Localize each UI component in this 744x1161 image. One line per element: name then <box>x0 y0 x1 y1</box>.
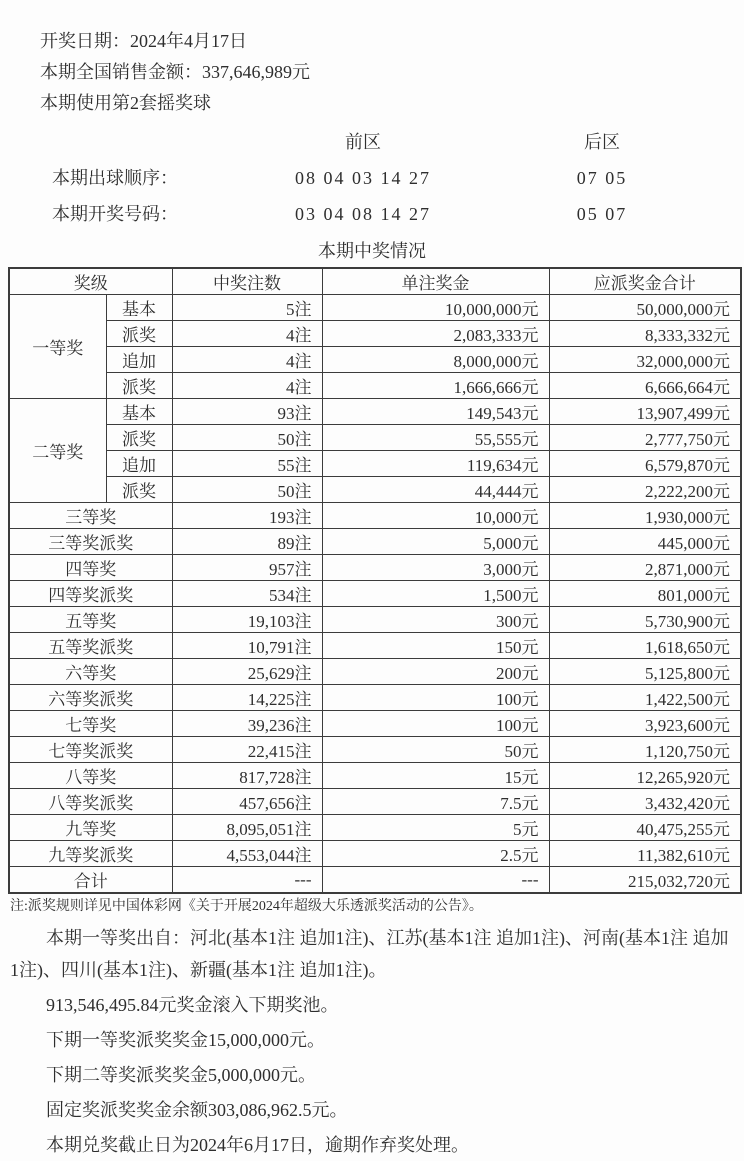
single-prize-cell: 2,083,333元 <box>322 321 549 347</box>
single-prize-cell: 5,000元 <box>322 529 549 555</box>
single-prize-cell: 149,543元 <box>322 399 549 425</box>
count-cell: 457,656注 <box>172 789 322 815</box>
fifth-prize-row <box>9 607 741 633</box>
sixth-prize-bonus-row <box>9 685 741 711</box>
count-cell: 4注 <box>172 373 322 399</box>
single-prize-cell: 8,000,000元 <box>322 347 549 373</box>
count-cell: 14,225注 <box>172 685 322 711</box>
single-prize-cell: 100元 <box>322 711 549 737</box>
single-prize-cell: 50元 <box>322 737 549 763</box>
level-cell: 三等奖派奖 <box>9 529 172 555</box>
total-prize-cell: 3,923,600元 <box>549 711 741 737</box>
single-prize-cell: 10,000元 <box>322 503 549 529</box>
first-prize-addon-bonus-row <box>9 373 741 399</box>
winning-numbers-row <box>0 202 744 226</box>
count-cell: 5注 <box>172 295 322 321</box>
single-prize-cell: 55,555元 <box>322 425 549 451</box>
next-first-prize-bonus-text: 下期一等奖派奖奖金15,000,000元。 <box>46 1030 325 1050</box>
draw-order-front-numbers: 08 04 03 14 27 <box>295 168 431 188</box>
bonus-rule-note: 注:派奖规则详见中国体彩网《关于开展2024年超级大乐透派奖活动的公告》。 <box>10 899 483 914</box>
single-prize-cell: 5元 <box>322 815 549 841</box>
total-prize-cell: 215,032,720元 <box>549 867 741 894</box>
count-cell: --- <box>172 867 322 894</box>
draw-order-back-numbers: 07 05 <box>576 168 628 188</box>
draw-info-block <box>40 26 744 119</box>
subtype-cell: 基本 <box>106 295 172 321</box>
rollover-jackpot-text: 913,546,495.84元奖金滚入下期奖池。 <box>46 995 339 1015</box>
third-prize-bonus-row <box>9 529 741 555</box>
level-cell: 六等奖 <box>9 659 172 685</box>
single-prize-cell: 100元 <box>322 685 549 711</box>
lottery-announcement-page <box>0 26 744 1155</box>
count-cell: 8,095,051注 <box>172 815 322 841</box>
count-cell: 89注 <box>172 529 322 555</box>
total-prize-cell: 11,382,610元 <box>549 841 741 867</box>
single-prize-cell: 1,500元 <box>322 581 549 607</box>
count-cell: 957注 <box>172 555 322 581</box>
draw-order-label: 本期出球顺序： <box>52 168 178 188</box>
seventh-prize-row <box>9 711 741 737</box>
total-prize-cell: 445,000元 <box>549 529 741 555</box>
total-prize-cell: 6,666,664元 <box>549 373 741 399</box>
total-prize-cell: 2,222,200元 <box>549 477 741 503</box>
subtype-cell: 派奖 <box>106 321 172 347</box>
fourth-prize-row <box>9 555 741 581</box>
winning-numbers-label: 本期开奖号码： <box>52 204 178 224</box>
total-prize-cell: 40,475,255元 <box>549 815 741 841</box>
level-cell: 七等奖 <box>9 711 172 737</box>
level-cell: 五等奖 <box>9 607 172 633</box>
sales-amount-text: 本期全国销售金额：337,646,989元 <box>40 62 310 82</box>
single-prize-cell: 15元 <box>322 763 549 789</box>
count-cell: 22,415注 <box>172 737 322 763</box>
count-cell: 25,629注 <box>172 659 322 685</box>
count-cell: 817,728注 <box>172 763 322 789</box>
winning-back-numbers: 05 07 <box>576 204 628 224</box>
total-prize-cell: 5,125,800元 <box>549 659 741 685</box>
level-cell: 三等奖 <box>9 503 172 529</box>
third-prize-row <box>9 503 741 529</box>
subtype-cell: 派奖 <box>106 425 172 451</box>
count-cell: 50注 <box>172 425 322 451</box>
total-prize-cell: 1,120,750元 <box>549 737 741 763</box>
subtype-cell: 追加 <box>106 347 172 373</box>
eighth-prize-bonus-row <box>9 789 741 815</box>
level-cell: 八等奖派奖 <box>9 789 172 815</box>
first-prize-provinces-text: 本期一等奖出自：河北(基本1注 追加1注)、江苏(基本1注 追加1注)、河南(基本1注 追加1注)、四川(基本1注)、新疆(基本1注 追加1注)。 <box>10 928 729 980</box>
first-prize-addon-row <box>9 347 741 373</box>
second-prize-bonus-row <box>9 425 741 451</box>
col-header-total-prize: 应派奖金合计 <box>549 268 741 295</box>
draw-date-text: 开奖日期：2024年4月17日 <box>40 31 247 51</box>
prize-table-header-row <box>9 268 741 295</box>
level-cell: 四等奖派奖 <box>9 581 172 607</box>
count-cell: 19,103注 <box>172 607 322 633</box>
count-cell: 4,553,044注 <box>172 841 322 867</box>
next-second-prize-bonus-text: 下期二等奖派奖奖金5,000,000元。 <box>46 1065 316 1085</box>
subtype-cell: 基本 <box>106 399 172 425</box>
total-prize-cell: 6,579,870元 <box>549 451 741 477</box>
single-prize-cell: 3,000元 <box>322 555 549 581</box>
count-cell: 534注 <box>172 581 322 607</box>
total-row <box>9 867 741 894</box>
single-prize-cell: 44,444元 <box>322 477 549 503</box>
prize-table-title: 本期中奖情况 <box>318 241 426 261</box>
single-prize-cell: 150元 <box>322 633 549 659</box>
single-prize-cell: 1,666,666元 <box>322 373 549 399</box>
second-prize-addon-row <box>9 451 741 477</box>
ninth-prize-bonus-row <box>9 841 741 867</box>
level-cell: 八等奖 <box>9 763 172 789</box>
total-prize-cell: 2,871,000元 <box>549 555 741 581</box>
total-prize-cell: 50,000,000元 <box>549 295 741 321</box>
total-prize-cell: 3,432,420元 <box>549 789 741 815</box>
footer-paragraphs <box>10 922 736 1161</box>
level-cell: 合计 <box>9 867 172 894</box>
subtype-cell: 派奖 <box>106 373 172 399</box>
single-prize-cell: 2.5元 <box>322 841 549 867</box>
count-cell: 39,236注 <box>172 711 322 737</box>
prize-table <box>8 267 742 894</box>
back-zone-label: 后区 <box>584 132 620 152</box>
level-cell: 九等奖 <box>9 815 172 841</box>
col-header-single-prize: 单注奖金 <box>322 268 549 295</box>
seventh-prize-bonus-row <box>9 737 741 763</box>
col-header-count: 中奖注数 <box>172 268 322 295</box>
total-prize-cell: 8,333,332元 <box>549 321 741 347</box>
level-cell: 四等奖 <box>9 555 172 581</box>
first-prize-basic-row <box>9 295 741 321</box>
total-prize-cell: 1,422,500元 <box>549 685 741 711</box>
single-prize-cell: 7.5元 <box>322 789 549 815</box>
subtype-cell: 派奖 <box>106 477 172 503</box>
fixed-bonus-balance-text: 固定奖派奖奖金余额303,086,962.5元。 <box>46 1100 348 1120</box>
level-cell: 六等奖派奖 <box>9 685 172 711</box>
total-prize-cell: 32,000,000元 <box>549 347 741 373</box>
second-prize-basic-row <box>9 399 741 425</box>
subtype-cell: 追加 <box>106 451 172 477</box>
front-zone-label: 前区 <box>345 132 381 152</box>
count-cell: 193注 <box>172 503 322 529</box>
total-prize-cell: 801,000元 <box>549 581 741 607</box>
level-cell: 五等奖派奖 <box>9 633 172 659</box>
first-prize-group-label: 一等奖 <box>9 295 106 399</box>
single-prize-cell: 10,000,000元 <box>322 295 549 321</box>
count-cell: 50注 <box>172 477 322 503</box>
zone-header-row <box>0 130 744 154</box>
total-prize-cell: 5,730,900元 <box>549 607 741 633</box>
second-prize-addon-bonus-row <box>9 477 741 503</box>
fourth-prize-bonus-row <box>9 581 741 607</box>
single-prize-cell: 300元 <box>322 607 549 633</box>
count-cell: 4注 <box>172 347 322 373</box>
count-cell: 10,791注 <box>172 633 322 659</box>
level-cell: 九等奖派奖 <box>9 841 172 867</box>
total-prize-cell: 13,907,499元 <box>549 399 741 425</box>
zone-header-spacer <box>0 130 246 154</box>
winning-front-numbers: 03 04 08 14 27 <box>295 204 431 224</box>
second-prize-group-label: 二等奖 <box>9 399 106 503</box>
count-cell: 55注 <box>172 451 322 477</box>
first-prize-bonus-row <box>9 321 741 347</box>
single-prize-cell: 200元 <box>322 659 549 685</box>
col-header-level: 奖级 <box>9 268 172 295</box>
count-cell: 93注 <box>172 399 322 425</box>
sixth-prize-row <box>9 659 741 685</box>
total-prize-cell: 2,777,750元 <box>549 425 741 451</box>
draw-order-row <box>0 166 744 190</box>
claim-deadline-text: 本期兑奖截止日为2024年6月17日，逾期作弃奖处理。 <box>46 1135 469 1155</box>
fifth-prize-bonus-row <box>9 633 741 659</box>
eighth-prize-row <box>9 763 741 789</box>
count-cell: 4注 <box>172 321 322 347</box>
single-prize-cell: --- <box>322 867 549 894</box>
total-prize-cell: 12,265,920元 <box>549 763 741 789</box>
ninth-prize-row <box>9 815 741 841</box>
single-prize-cell: 119,634元 <box>322 451 549 477</box>
level-cell: 七等奖派奖 <box>9 737 172 763</box>
total-prize-cell: 1,930,000元 <box>549 503 741 529</box>
total-prize-cell: 1,618,650元 <box>549 633 741 659</box>
ball-set-text: 本期使用第2套摇奖球 <box>40 93 211 113</box>
